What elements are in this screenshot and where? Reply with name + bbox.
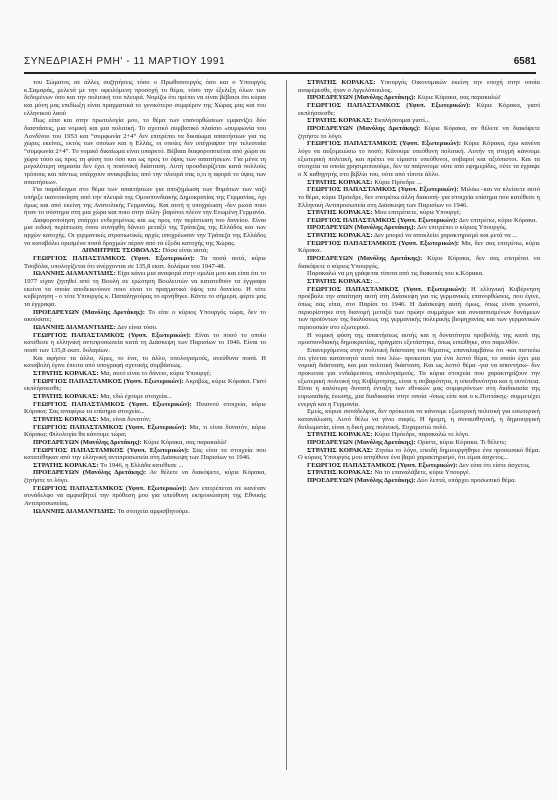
- paragraph-text: Δεν μπορεί να αποκλείει χαρακτηρισμό και μετά να ...: [372, 232, 518, 240]
- paragraph: [24, 309, 266, 324]
- paragraph: [24, 247, 266, 255]
- paragraph: [298, 186, 540, 209]
- speaker-name: ΣΤΡΑΤΗΣ ΚΟΡΑΚΑΣ:: [307, 178, 373, 186]
- speaker-name: ΣΤΡΑΤΗΣ ΚΟΡΑΚΑΣ:: [307, 117, 373, 125]
- speaker-name: ΓΕΩΡΓΙΟΣ ΠΑΠΑΣΤΑΜΚΟΣ (Υφυπ. Εξωτερικών):: [307, 186, 459, 194]
- speaker-name: ΓΕΩΡΓΙΟΣ ΠΑΠΑΣΤΑΜΚΟΣ (Υφυπ. Εξωτερικών):: [33, 255, 195, 263]
- speaker-name: ΣΤΡΑΤΗΣ ΚΟΡΑΚΑΣ:: [307, 79, 376, 86]
- paragraph-text: Μα, είναι δυνατόν;: [98, 415, 151, 423]
- paragraph-text: Μα, δεν σας επιτρέπω, κύριε Κόρακα.: [298, 239, 540, 255]
- paragraph: [298, 125, 540, 140]
- paragraph: [24, 439, 266, 447]
- paragraph-text: Επανερχόμενος στην πολιτική διάσταση του θέματος, επαναλαμβάνω ότι -και πιστεύω ότι γίνεται κατανοητό αυτό που λέω- προκειται για ένα λεπτό θέμα, το οποίο έχει μια νομική διάσταση, και μια πολιτική διάσταση. Και ως λεπτό θέμα -για να απαντήσω- δεν προκειται για ενδιάμεσους απολογισμούς. Τα κύρια στοιχεία που χαρακτηρίζουν την εξωτερική πολιτική της Κυβέρνησης, είναι η σοβαρότητα, η υπευθυνότητα και η συνέπεια. Είναι η καλύτερη δυνατή ένταξη των εθνικών μας συμφερόντων στη διαδικασία της ευρωπαϊκής ένωσης, μια διαδικασία στην οποία -όπως είπε και ο κ.Ποττάκης- συμμετέχει ενεργά και η Γερμανία.: [298, 346, 540, 408]
- paragraph: [298, 79, 540, 94]
- speaker-name: ΣΤΡΑΤΗΣ ΚΟΡΑΚΑΣ:: [33, 461, 99, 469]
- paragraph: [298, 102, 540, 117]
- column-divider: [286, 80, 287, 770]
- paragraph: [298, 439, 540, 447]
- speaker-name: ΠΡΟΕΔΡΕΥΩΝ (Μανόλης Δρετάκης):: [307, 477, 416, 485]
- speaker-name: ΠΡΟΕΔΡΕΥΩΝ (Μανόλης Δρετάκης):: [33, 469, 147, 477]
- speaker-name: ΣΤΡΑΤΗΣ ΚΟΡΑΚΑΣ:: [307, 209, 373, 217]
- speaker-name: ΓΕΩΡΓΙΟΣ ΠΑΠΑΣΤΑΜΚΟΣ (Υφυπ. Εξωτερικών):: [307, 285, 467, 293]
- paragraph: [298, 278, 540, 286]
- paragraph-text: Η νομική φύση της απαιτήσεως αυτής και η δυνατότητα προβολής της κατά της ομοσπονδιακής δημοκρατίας, πράγματι εξετάστηκε, όπως ειπώθηκε, στο παρελθόν.: [298, 331, 540, 347]
- speaker-name: ΣΤΡΑΤΗΣ ΚΟΡΑΚΑΣ:: [33, 415, 99, 423]
- paragraph: [24, 324, 266, 332]
- header-rule: [24, 72, 536, 74]
- paragraph: [24, 332, 266, 355]
- paragraph: [24, 355, 266, 370]
- paragraph-text: Υπουργός Οικονομικών εκείνη την εποχή στην οποία αναφέρεσθε, ήταν ο Αγγελόπουλος.: [298, 79, 540, 94]
- speaker-name: ΓΕΩΡΓΙΟΣ ΠΑΠΑΣΤΑΜΚΟΣ (Υφυπ. Εξωτερικών):: [33, 423, 187, 431]
- paragraph-text: Κύριε Κόρακα, δεν σας επιτρέπει να διακόψετε ο κύριος Υπουργός.: [298, 255, 540, 270]
- speaker-name: ΠΡΟΕΔΡΕΥΩΝ (Μανόλης Δρετάκης):: [307, 124, 421, 132]
- speaker-name: ΣΤΡΑΤΗΣ ΚΟΡΑΚΑΣ:: [307, 232, 373, 240]
- paragraph-text: Κύριε Πρόεδρε ...: [372, 178, 422, 186]
- paragraph: [298, 240, 540, 255]
- paragraph-text: Κύριε Κόρακα, σας παρακαλώ!: [415, 94, 501, 102]
- paragraph-text: Η ελληνική Κυβέρνηση προέβαλε την απαίτηση αυτή στη Διάσκεψη για τις γερμανικές επανορθώσεις, που έγινε, όπως σας είπα, στο Παρίσι το 1946. Η Διάσκεψη αυτή όμως, όπως είναι γνωστό, περιορίστηκε στη διανομή μεταξύ των πρώην συμμάχων και συνασπισμένων δυνάμεων των προϊόντων της διαλύσεως της γερμανικής πολεμικής βιομηχανίας και των γερμανικών περιουσιών στο εξωτερικό.: [298, 285, 540, 331]
- speaker-name: ΠΡΟΕΔΡΕΥΩΝ (Μανόλης Δρετάκης):: [307, 94, 416, 102]
- paragraph: [24, 255, 266, 270]
- paragraph-text: Είχα κάνει μια αναφορά στην ομιλία μου και είπα ότι το 1977 είχαν ζητηθεί από τη Βουλή σε ερώτηση Βουλευτών να κατατεθούν τα έγγραφα εκείνα τα οποία αποδεικνύουν ποιο είναι το πραγματικό ύψος του δανείου. Η τότε κυβέρνηση - ο τότε Υπουργός κ. Παπαληγούρας το αρνήθηκε. Κάντε το σήμερα, φέρτε μας τα έγγραφα.: [24, 270, 266, 309]
- paragraph-text: Για παράδειγμα στο θέμα των απαιτήσεων για αποζημίωση των θυμάτων των ναζί υπήρξε ικανοποίηση από την πλευρά της Ομοσπονδιακής Δημοκρατίας της Γερμανίας, όχι όμως και από εκείνη της Ανατολικής Γερμανίας. Και αυτή η υποχρέωση -δεν ρωτά ποιο ήταν το σύστημα στη μια χώρα και ποιο στην άλλη- βαρύνει πλέον την Ενωμένη Γερμανία.: [24, 186, 266, 217]
- paragraph: [298, 94, 540, 102]
- paragraph: [298, 431, 540, 439]
- speaker-name: ΓΕΩΡΓΙΟΣ ΠΑΠΑΣΤΑΜΚΟΣ (Υφυπ. Εξωτερικών):: [33, 484, 187, 492]
- paragraph-text: Δεν είναι τόσο.: [115, 324, 158, 331]
- paragraph-text: Είναι το ποσό το οποίο κατέθεσε η ελληνική αντιπροσωπεία κατά τη Διάσκεψη των Παρισίων το 1946. Είναι το ποσό των 135,8 εκατ. δολαρίων.: [24, 331, 266, 354]
- speaker-name: ΓΕΩΡΓΙΟΣ ΠΑΠΑΣΤΑΜΚΟΣ (Υφυπ. Εξωτερικών):: [307, 140, 461, 148]
- page-header: [24, 56, 536, 70]
- paragraph: [24, 424, 266, 439]
- paragraph-text: Να το επαναλάβετε, κύριε Υπουργέ.: [372, 469, 471, 477]
- speaker-name: ΓΕΩΡΓΙΟΣ ΠΑΠΑΣΤΑΜΚΟΣ (Υφυπ. Εξωτερικών):: [307, 239, 460, 247]
- paragraph: [298, 232, 540, 240]
- paragraph-text: Τα στοιχεία αμφισβητούμε.: [115, 507, 190, 515]
- paragraph: [24, 270, 266, 308]
- speaker-name: ΣΤΡΑΤΗΣ ΚΟΡΑΚΑΣ:: [307, 431, 373, 439]
- paragraph: [24, 79, 266, 117]
- paragraph-text: Μα, εδώ έχουμε στοιχεία...: [98, 392, 172, 400]
- paragraph: [298, 117, 540, 125]
- paragraph: [298, 477, 540, 485]
- paragraph: [298, 462, 540, 470]
- speaker-name: ΠΡΟΕΔΡΕΥΩΝ (Μανόλης Δρετάκης):: [307, 438, 416, 446]
- paragraph: [24, 401, 266, 416]
- paragraph: [298, 140, 540, 178]
- paragraph-text: Ορίστε, κύριε Κόρακα. Τι θέλετε;: [415, 438, 507, 446]
- speaker-name: ΣΤΡΑΤΗΣ ΚΟΡΑΚΑΣ:: [307, 278, 373, 286]
- speaker-name: ΣΤΡΑΤΗΣ ΚΟΡΑΚΑΣ:: [307, 446, 374, 454]
- paragraph: [24, 186, 266, 217]
- paragraph-text: Παρακαλώ να μη γράφεται τίποτα από τις διακοπές του κ.Κόρακα.: [307, 270, 484, 278]
- paragraph: [24, 447, 266, 462]
- speaker-name: ΓΕΩΡΓΙΟΣ ΠΑΠΑΣΤΑΜΚΟΣ (Υφυπ. Εξωτερικών):: [33, 331, 191, 339]
- speaker-name: ΣΤΡΑΤΗΣ ΚΟΡΑΚΑΣ:: [33, 392, 99, 400]
- paragraph: [298, 447, 540, 462]
- paragraph-text: Κύριε Κόρακα, γιατί εκπλήσσεσθε;: [298, 101, 540, 117]
- paragraph-text: Και αφήστε τα άλλα, λίρες, το ένα, το άλλο, υπολογισμούς, ανεύθυνα ποσά. Η καταβολή έγινε έπειτα από υπογραφή σχετικής συμβάσεως.: [24, 354, 266, 370]
- paragraph-text: Κύριε Πρόεδρε, παρακαλώ το λόγο.: [372, 431, 470, 439]
- paragraph: [298, 209, 540, 217]
- session-title: ΣΥΝΕΔΡΙΑΣΗ ΡΜΗ' - 11 ΜΑΡΤΙΟΥ 1991: [24, 56, 226, 67]
- paragraph: [298, 332, 540, 347]
- speaker-name: ΓΕΩΡΓΙΟΣ ΠΑΠΑΣΤΑΜΚΟΣ (Υφυπ. Εξωτερικών):: [307, 101, 471, 109]
- paragraph-text: Πόσα είναι αυτά;: [160, 247, 209, 255]
- paragraph-text: Ζητάω το λόγο, επειδή δημιουργήθηκε ένα προσωπικό θέμα. Ο κύριος Υπουργός μου απηύθυνε ένα βαρύ χαρακτηρισμό, ότι είμαι άσχετος...: [298, 446, 540, 462]
- paragraph: [298, 255, 540, 270]
- paragraph-text: Κύριε Κόρακα, έχω κανένα λόγο να αυξομειώσω το ποσό; Κάνουμε υπεύθυνη πολιτική. Αυτήν τη στιγμή κάνουμε εξωτερική πολιτική, και πρέπει να είμαστε υπεύθυνοι, σοβαροί και αξιόπιστοι. Και τα στοιχεία τα οποία χρησιμοποιούμε, δεν τα παίρνουμε ούτε από εφημερίδες, ούτε τα έγραψε ο Χ καθηγητής στο βιβλίο του, ούτε από τίποτε άλλο.: [298, 140, 540, 178]
- paragraph-text: Εμείς, κύριοι συνάδελφοι, δεν πρόκειται να κάνουμε εξωτερική πολιτική για εσωτερική κατανάλωση. Αυτό θέλω να γίνει σαφές. Η ήρεμη, η συναισθητική, η δημιουργική διπλωματία, είναι η δική μας πολιτική. Ευχαριστώ πολύ.: [298, 408, 540, 431]
- speaker-name: ΓΕΩΡΓΙΟΣ ΠΑΠΑΣΤΑΜΚΟΣ (Υφυπ. Εξωτερικών):: [307, 216, 458, 224]
- paragraph-text: Μιλάω -και να κλείσετε αυτό το θέμα, κύριε Πρόεδρε, δεν επιτρέπω άλλη διακοπή- για στοιχεία επίσημα που κατέθεσε η Ελληνική Αντιπροσωπεία στη Διάσκεψη των Παρισίων το 1946.: [298, 186, 540, 209]
- paragraph: [24, 416, 266, 424]
- paragraph-text: Δεν είπα ότι είστε άσχετος.: [457, 461, 531, 469]
- speaker-name: ΠΡΟΕΔΡΕΥΩΝ (Μανόλης Δρετάκης):: [307, 255, 423, 263]
- paragraph-text: Σας είπα τα στοιχεία που κατατέθηκαν από την ελληνική αντιπροσωπεία στη Διάσκεψη των Παρισίων το 1946.: [24, 446, 266, 462]
- speaker-name: ΓΕΩΡΓΙΟΣ ΠΑΠΑΣΤΑΜΚΟΣ (Υφυπ. Εξωτερικών):: [33, 446, 190, 454]
- paragraph-text: Δεν επιτρέπεται σε κανέναν συνάδελφο να αμφισβητεί την πρόθεση μου για υπεύθυνη εκπροσώπηση της Εθνικής Αντιπροσωπείας.: [24, 484, 266, 508]
- paragraph-text: Διαφοροποίηση υπάρχει ενδεχομένως και ως προς την περίπτωση του δανείου. Είναι μια ειδική περίπτωση όπου συνήφθη δάνειο μεταξύ της Τράπεζας της Ελλάδος και των αρχών κατοχής. Οι γερμανικές στρατιωτικές αρχές υποχρέωσαν την Τράπεζα της Ελλάδος να καταβάλει ορισμένα ποσά δραχμών πέραν από τα έξοδα κατοχής της Χώρας.: [24, 216, 266, 247]
- paragraph-text: Δύο λεπτά, υπάρχει προσωπικό θέμα.: [415, 477, 517, 485]
- paragraph: [24, 485, 266, 508]
- paragraph-text: Δεν επιτρέπω, κύριε Κόρακα.: [457, 216, 538, 224]
- paragraph: [24, 217, 266, 248]
- paragraph: [24, 508, 266, 516]
- paragraph: [298, 224, 540, 232]
- paragraph-text: Μου επιτρέπετε, κύριε Υπουργέ;: [372, 209, 461, 217]
- page-number: 6581: [513, 56, 536, 67]
- paragraph: [24, 370, 266, 378]
- speaker-name: ΠΡΟΕΔΡΕΥΩΝ (Μανόλης Δρετάκης):: [307, 224, 416, 232]
- paragraph-text: Ποιανού στοιχεία, κύριε Κόρακα; Σας αναφέρω τα επίσημα στοιχεία...: [24, 400, 266, 416]
- speaker-name: ΠΡΟΕΔΡΕΥΩΝ (Μανόλης Δρετάκης):: [33, 438, 142, 446]
- paragraph: [24, 393, 266, 401]
- paragraph-text: Πως είπα και στην πρωτολογία μου, το θέμα των επανορθώσεων εμφανίζει δύο διαστάσεις, μια νομική και μια πολιτική. Το σχετικό συμβατικό πλαίσιο «συμφωνία του Λονδίνου του 1953 και “συμφωνία 2+4” δεν επιτρέπει τα δικαίωμα απαιτήσεων για τις χώρες εκείνες, εκτός των οποίων και η Ελλάς, οι οποίες δεν υπέγραψαν την τελευταία “συμφωνία 2+4”. Το νομικό δικαίωμα είναι υπαρκτό. Βέβαια διαφοροποιείται από χώρα σε χώρα τόσο ως προς τη φύση του όσο και ως προς το ύψος των απαιτήσεων. Για μένα τη μεγαλύτερη σημασία δεν έχει η ποσοτική διάσταση. Αυτή προσδιορίζεται κατά πολλούς τρόπους και πάντως υπάρχουν ανακριβείες από την πλευρά σας ο,τι η αφορά το ύψος των απαιτήσεων.: [24, 117, 266, 186]
- speaker-name: ΙΩΑΝΝΗΣ ΔΙΑΜΑΝΤΙΔΗΣ:: [33, 324, 116, 331]
- paragraph: [298, 347, 540, 408]
- speaker-name: ΔΗΜΗΤΡΗΣ ΤΣΟΒΟΛΑΣ:: [81, 247, 161, 255]
- paragraph: [298, 408, 540, 431]
- paragraph-text: Το 1946, η Ελλάδα κατέθεσε ...: [98, 461, 184, 469]
- paragraph-text: Δεν επιτρέπει ο κύριος Υπουργός.: [415, 224, 508, 232]
- speaker-name: ΣΤΡΑΤΗΣ ΚΟΡΑΚΑΣ:: [33, 369, 99, 377]
- paragraph-text: Κύριε Κόρακα, σας παρακαλώ!: [141, 438, 227, 446]
- paragraph-text: Εκπλήσσομαι γιατί...: [372, 117, 430, 125]
- paragraph: [298, 469, 540, 477]
- speaker-name: ΓΕΩΡΓΙΟΣ ΠΑΠΑΣΤΑΜΚΟΣ (Υφυπ. Εξωτερικών):: [33, 400, 192, 408]
- paragraph-text: Το είπε ο κύριος Υπουργός τώρα, δεν το ακούσατε;: [24, 308, 266, 324]
- paragraph-text: Ακριβώς, κύριε Κόρακα. Γιατί εκπλήσσεσθε;: [24, 377, 266, 393]
- speaker-name: ΓΕΩΡΓΙΟΣ ΠΑΠΑΣΤΑΜΚΟΣ (Υφυπ. Εξωτερικών):: [307, 461, 458, 469]
- paragraph: [298, 286, 540, 332]
- speaker-name: ΙΩΑΝΝΗΣ ΔΙΑΜΑΝΤΙΔΗΣ:: [33, 270, 116, 278]
- paragraph-text: Αν θέλετε να διακόψετε, κύριε Κόρακα, ζητήστε το λόγο.: [24, 469, 266, 485]
- paragraph: [24, 117, 266, 186]
- paragraph-text: ...: [372, 278, 380, 286]
- right-column: [298, 79, 540, 779]
- speaker-name: ΣΤΡΑΤΗΣ ΚΟΡΑΚΑΣ:: [307, 469, 373, 477]
- speaker-name: ΓΕΩΡΓΙΟΣ ΠΑΠΑΣΤΑΜΚΟΣ (Υφυπ. Εξωτερικών):: [33, 377, 184, 385]
- paragraph-text: Κύριε Κόρακα, αν θέλετε να διακόψετε ζητήστε το λόγο.: [298, 124, 540, 140]
- paragraph-text: Μα, αυτό είναι το δάνειο, κύριε Υπουργέ;: [98, 369, 212, 377]
- paragraph: [298, 270, 540, 278]
- speaker-name: ΠΡΟΕΔΡΕΥΩΝ (Μανόλης Δρετάκης):: [33, 308, 145, 316]
- paragraph-text: Τα ποσά αυτά, κύριε Τσοβόλα, υπολογίζεται ότι ανέρχονται σε 135,8 εκατ. δολάρια του 1947-48.: [24, 255, 266, 270]
- paragraph-text: του Σώματος σε άλλες συζητήσεις τόσο ο Πρωθυπουργός όσο και ο Υπουργός κ.Σαμαράς, μελετά με την οφειλόμενη προσοχή το θέμα, τόσο την έξελιξη όλων των δεδομένων όσο και την πολιτική του πλευρά. Νομίζω ότι πρέπει να είναι βέβαιοι ότι κύρια και μόνη μας επιδίωξη είναι πραγματικά το γενικότερο συμφέρον της Χώρας μας και του ελληνικού λαού: [24, 79, 266, 117]
- paragraph-text: Μα, τι είναι δυνατόν, κύριε Κόρακα; Φιλολογία θα κάνουμε τώρα;: [24, 423, 266, 439]
- left-column: [24, 79, 266, 779]
- speaker-name: ΙΩΑΝΝΗΣ ΔΙΑΜΑΝΤΙΔΗΣ:: [33, 507, 116, 515]
- paragraph: [24, 378, 266, 393]
- paragraph: [24, 469, 266, 484]
